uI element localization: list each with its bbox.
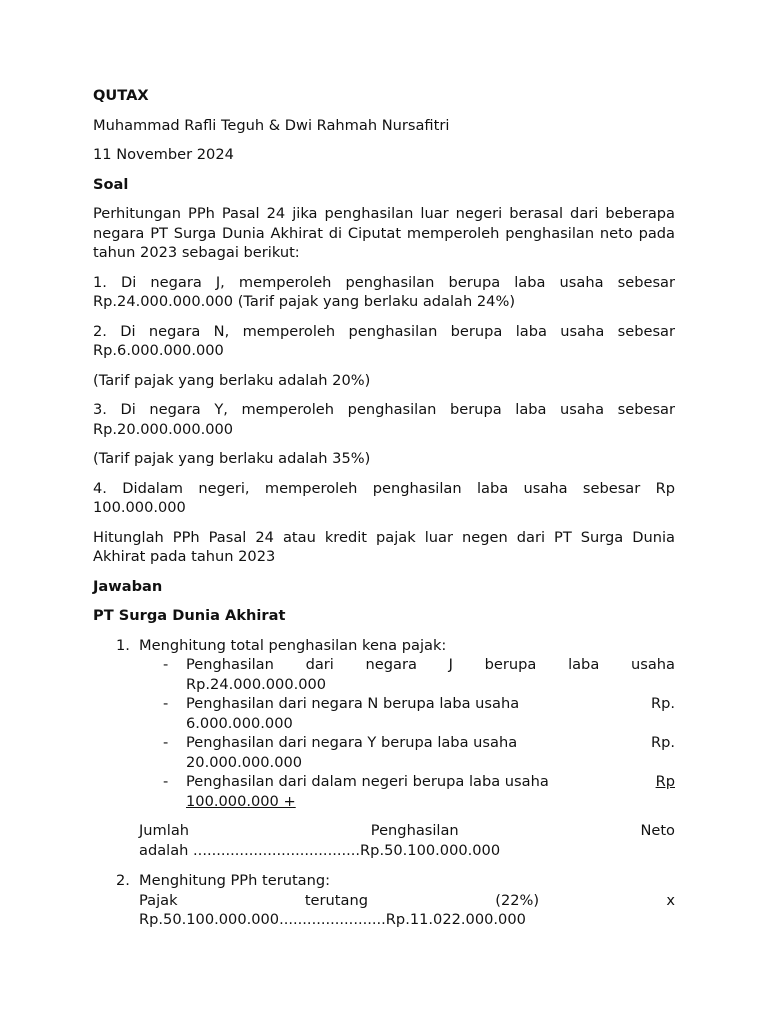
dash-marker: - xyxy=(163,773,169,790)
step-2-number: 2. xyxy=(116,872,130,889)
soal-heading: Soal xyxy=(93,175,129,193)
dash-marker: - xyxy=(163,695,169,712)
total-line-1: Jumlah Penghasilan Neto xyxy=(139,822,675,839)
document-body xyxy=(93,86,675,930)
income-label-y: Penghasilan dari negara Y berupa laba usaha xyxy=(186,734,518,751)
income-item-n: - Penghasilan dari negara N berupa laba usaha Rp. 6.000.000.000 xyxy=(163,695,675,732)
document-title: QUTAX xyxy=(93,87,149,104)
answer-steps xyxy=(93,636,675,930)
soal-item-3: 3. Di negara Y, memperoleh penghasilan berupa laba usaha sebesar Rp.20.000.000.000 xyxy=(93,401,675,438)
income-amount-j: Rp.24.000.000.000 xyxy=(186,675,327,693)
soal-question: Hitunglah PPh Pasal 24 atau kredit pajak luar negen dari PT Surga Dunia Akhirat pada tahun 2023 xyxy=(93,528,675,565)
soal-item-3-rate: (Tarif pajak yang berlaku adalah 35%) xyxy=(93,450,371,467)
step-1-label: Menghitung total penghasilan kena pajak: xyxy=(139,636,447,654)
step-2-label: Menghitung PPh terutang: xyxy=(139,872,331,889)
jawaban-heading: Jawaban xyxy=(93,577,163,595)
income-amount-y: 20.000.000.000 xyxy=(186,753,303,771)
income-item-y: - Penghasilan dari negara Y berupa laba usaha Rp. 20.000.000.000 xyxy=(163,734,675,771)
step-2 xyxy=(93,871,675,930)
tax-line-1: Pajak terutang (22%) x xyxy=(139,891,675,909)
income-item-j: - Penghasilan dari negara J berupa laba usaha Rp.24.000.000.000 xyxy=(163,656,675,693)
soal-item-4: 4. Didalam negeri, memperoleh penghasilan laba usaha sebesar Rp 100.000.000 xyxy=(93,479,675,516)
soal-item-2-rate: (Tarif pajak yang berlaku adalah 20%) xyxy=(93,371,371,389)
income-list xyxy=(139,655,675,811)
soal-intro: Perhitungan PPh Pasal 24 jika penghasilan luar negeri berasal dari beberapa negara PT Surga Dunia Akhirat di Ciputat memperoleh penghasilan neto pada tahun 2023 sebagai berikut: xyxy=(93,205,675,261)
tax-line-2: Rp.50.100.000.000.......................Rp.11.022.000.000 xyxy=(139,911,526,928)
income-item-domestic: - Penghasilan dari dalam negeri berupa laba usaha Rp 100.000.000 + xyxy=(163,773,675,810)
total-line-2: adalah ....................................Rp.50.100.000.000 xyxy=(139,841,501,859)
income-label-domestic: Penghasilan dari dalam negeri berupa laba usaha xyxy=(186,773,549,790)
dash-marker: - xyxy=(163,656,169,673)
step-1 xyxy=(93,636,675,872)
income-label-n: Penghasilan dari negara N berupa laba usaha xyxy=(186,695,520,712)
date: 11 November 2024 xyxy=(93,146,234,163)
authors: Muhammad Rafli Teguh & Dwi Rahmah Nursafitri xyxy=(93,116,450,134)
income-amount-n: 6.000.000.000 xyxy=(186,714,293,732)
soal-item-2: 2. Di negara N, memperoleh penghasilan berupa laba usaha sebesar Rp.6.000.000.000 xyxy=(93,322,675,359)
soal-item-1: 1. Di negara J, memperoleh penghasilan berupa laba usaha sebesar Rp.24.000.000.000 (Tarif pajak yang berlaku adalah 24%) xyxy=(93,273,675,310)
income-amount-domestic: 100.000.000 + xyxy=(186,792,296,810)
company-heading: PT Surga Dunia Akhirat xyxy=(93,607,286,624)
step-1-number: 1. xyxy=(116,636,130,654)
dash-marker: - xyxy=(163,734,169,751)
